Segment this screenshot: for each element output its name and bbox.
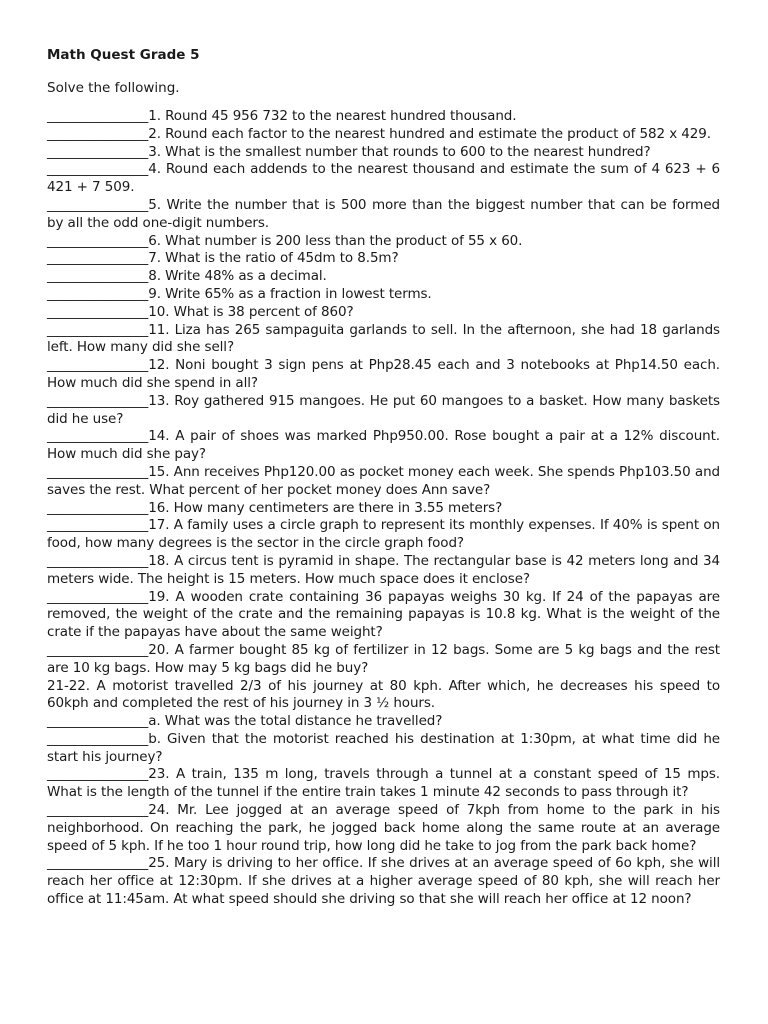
answer-blank[interactable]: _______________ xyxy=(47,108,149,124)
problem-text: 6. What number is 200 less than the product of 55 x 60. xyxy=(148,232,523,249)
answer-blank[interactable]: _______________ xyxy=(47,161,149,178)
answer-blank[interactable]: _______________ xyxy=(47,802,149,819)
answer-blank[interactable]: _______________ xyxy=(47,588,149,605)
problem-item xyxy=(47,304,720,322)
problem-item xyxy=(47,161,720,197)
problem-text: 1. Round 45 956 732 to the nearest hundred thousand. xyxy=(148,108,517,124)
problem-item xyxy=(47,144,720,162)
problem-item xyxy=(47,250,720,268)
problem-item xyxy=(47,233,720,251)
problem-item xyxy=(47,357,720,393)
answer-blank[interactable]: _______________ xyxy=(47,303,149,320)
problem-item xyxy=(47,268,720,286)
problem-text: 3. What is the smallest number that rounds to 600 to the nearest hundred? xyxy=(148,143,651,160)
answer-blank[interactable]: _______________ xyxy=(47,232,149,249)
answer-blank[interactable]: _______________ xyxy=(47,285,149,302)
answer-blank[interactable]: _______________ xyxy=(47,268,149,285)
answer-blank[interactable]: _______________ xyxy=(47,855,149,872)
problem-text: 13. Roy gathered 915 mangoes. He put 60 mangoes to a basket. How many baskets did he use? xyxy=(47,392,720,427)
problem-text: 12. Noni bought 3 sign pens at Php28.45 each and 3 notebooks at Php14.50 each. How much did she spend in all? xyxy=(47,357,720,391)
problem-text: b. Given that the motorist reached his destination at 1:30pm, at what time did he start his journey? xyxy=(47,730,720,765)
problem-text: 4. Round each addends to the nearest thousand and estimate the sum of 4 623 + 6 421 + 7 509. xyxy=(47,161,720,196)
answer-blank[interactable]: _______________ xyxy=(47,517,149,534)
answer-blank[interactable]: _______________ xyxy=(47,766,149,783)
problem-text: 19. A wooden crate containing 36 papayas weighs 30 kg. If 24 of the papayas are removed, the weight of the crate and the remaining papayas is 10.8 kg. What is the weight of the crate if the papayas have about the same weight? xyxy=(47,588,720,641)
problem-text: 5. Write the number that is 500 more than the biggest number that can be formed by all the odd one-digit numbers. xyxy=(47,196,720,231)
answer-blank[interactable]: _______________ xyxy=(47,357,149,374)
problem-item xyxy=(47,126,720,144)
problem-text: 17. A family uses a circle graph to represent its monthly expenses. If 40% is spent on food, how many degrees is the sector in the circle graph food? xyxy=(47,517,720,552)
problem-item xyxy=(47,802,720,855)
problem-text: a. What was the total distance he travelled? xyxy=(148,713,443,730)
problem-item xyxy=(47,731,720,767)
problem-item xyxy=(47,642,720,678)
problem-text: 7. What is the ratio of 45dm to 8.5m? xyxy=(148,250,399,267)
problem-item xyxy=(47,766,720,802)
answer-blank[interactable]: _______________ xyxy=(47,463,149,480)
problem-text: 23. A train, 135 m long, travels through a tunnel at a constant speed of 15 mps. What is the length of the tunnel if the entire train takes 1 minute 42 seconds to pass through it? xyxy=(47,766,720,801)
answer-blank[interactable]: _______________ xyxy=(47,730,149,747)
problem-text: 25. Mary is driving to her office. If she drives at an average speed of 6o kph, she will reach her office at 12:30pm. If she drives at a higher average speed of 80 kph, she will reach her office at 11:45am. At what speed should she driving so that she will reach her office at 12 noon? xyxy=(47,855,720,908)
answer-blank[interactable]: _______________ xyxy=(47,428,149,445)
answer-blank[interactable]: _______________ xyxy=(47,641,149,658)
problem-item xyxy=(47,713,720,731)
problem-text: 24. Mr. Lee jogged at an average speed of 7kph from home to the park in his neighborhood. On reaching the park, he jogged back home along the same route at an average speed of 5 kph. If he too 1 hour round trip, how long did he take to jog from the park back home? xyxy=(47,802,720,854)
answer-blank[interactable]: _______________ xyxy=(47,250,149,267)
problem-item xyxy=(47,428,720,464)
problem-item xyxy=(47,553,720,589)
problem-text: 15. Ann receives Php120.00 as pocket money each week. She spends Php103.50 and saves the rest. What percent of her pocket money does Ann save? xyxy=(47,463,720,498)
problem-text: 10. What is 38 percent of 860? xyxy=(148,303,354,320)
answer-blank[interactable]: _______________ xyxy=(47,713,149,730)
problem-item xyxy=(47,393,720,429)
answer-blank[interactable]: _______________ xyxy=(47,125,149,142)
problem-text: 8. Write 48% as a decimal. xyxy=(148,268,327,285)
problem-item xyxy=(47,322,720,358)
problem-text: 11. Liza has 265 sampaguita garlands to sell. In the afternoon, she had 18 garlands left. How many did she sell? xyxy=(47,321,720,356)
problem-item xyxy=(47,678,720,714)
problem-text: 20. A farmer bought 85 kg of fertilizer in 12 bags. Some are 5 kg bags and the rest are 10 kg bags. How may 5 kg bags did he buy? xyxy=(47,641,720,676)
answer-blank[interactable]: _______________ xyxy=(47,321,149,338)
instruction-text: Solve the following. xyxy=(47,80,180,96)
problem-item xyxy=(47,589,720,642)
problem-item xyxy=(47,517,720,553)
worksheet-title: Math Quest Grade 5 xyxy=(47,47,200,63)
problem-item xyxy=(47,500,720,518)
problem-item xyxy=(47,286,720,304)
problem-item xyxy=(47,108,720,126)
problem-list xyxy=(47,108,720,909)
problem-text: 2. Round each factor to the nearest hundred and estimate the product of 582 x 429. xyxy=(148,125,711,142)
answer-blank[interactable]: _______________ xyxy=(47,499,149,516)
problem-text: 16. How many centimeters are there in 3.55 meters? xyxy=(148,499,503,516)
answer-blank[interactable]: _______________ xyxy=(47,143,149,160)
answer-blank[interactable]: _______________ xyxy=(47,196,149,213)
problem-item xyxy=(47,197,720,233)
problem-text: 18. A circus tent is pyramid in shape. The rectangular base is 42 meters long and 34 meters wide. The height is 15 meters. How much space does it enclose? xyxy=(47,552,720,587)
problem-text: 14. A pair of shoes was marked Php950.00. Rose bought a pair at a 12% discount. How much did she pay? xyxy=(47,428,720,463)
problem-item xyxy=(47,855,720,908)
problem-item xyxy=(47,464,720,500)
problem-text: 21-22. A motorist travelled 2/3 of his journey at 80 kph. After which, he decreases his speed to 60kph and completed the rest of his journey in 3 ½ hours. xyxy=(47,677,720,712)
answer-blank[interactable]: _______________ xyxy=(47,392,149,409)
answer-blank[interactable]: _______________ xyxy=(47,552,149,569)
problem-text: 9. Write 65% as a fraction in lowest terms. xyxy=(148,285,432,302)
